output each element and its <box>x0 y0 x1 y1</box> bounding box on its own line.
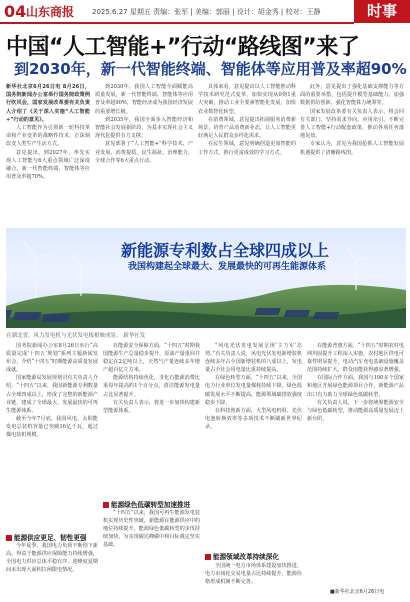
edition-meta: 2025.6.27 星期五 责编：张军 | 美编：郭丽 | 设计：胡金秀 | 校对：王静 <box>92 8 321 16</box>
masthead-bar <box>0 0 410 24</box>
banner-title: 新能源专利数占全球四成以上 <box>121 241 330 260</box>
lead-column-4 <box>300 83 404 225</box>
newspaper-name: 山东商报 <box>26 5 75 19</box>
section-marker-icon <box>103 502 109 508</box>
story-paragraph: 国家能源局发展规划司有关负责人介绍，“十四五”以来，我国新能源专利数量占全球四成以上，形成了完整的新能源产业链，建成了全球最大、发展最快的可再生能源体系。 <box>6 375 98 414</box>
story-paragraph: 国务院新闻办公室8月26日举行“高质量完成‘十四五’规划”系列主题新闻发布会，介绍“十四五”时期能源高质量发展成就。 <box>6 343 98 374</box>
lead-column-2 <box>95 83 193 225</box>
lead-column-3 <box>198 83 296 225</box>
section-heading: 能源供应更足、韧性更强 <box>6 532 87 542</box>
story-paragraph: 在国际合作方面，我国与100多个国家和地区开展绿色能源项目合作，新能源产品出口有力助力全球绿色低碳转型。 <box>307 375 404 398</box>
lead-paragraph: 到2035年，我国全面步入智能经济和智能社会发展新阶段，为基本实现社会主义现代化提供有力支撑。 <box>95 116 193 140</box>
section-body: “十四五”以来，我国可再生能源发电装机实现历史性突破，新能源在能源供应中的地位持续提升。能源绿色低碳转型的步伐持续加快，为实现碳达峰碳中和目标奠定坚实基础。 <box>103 510 200 549</box>
page-number: 04 <box>4 2 27 21</box>
lead-column-1 <box>6 83 90 225</box>
story-paragraph: 有关负责人说，下一步将统筹能源安全与绿色低碳转型，推动能源高质量发展迈上新台阶。 <box>307 399 404 422</box>
section-body: 今年夏季，我国电力负荷不断创下新高。得益于能源供应保障能力持续增强，全国电力供应总体平稳有序，迎峰度夏期间未出现大面积拉闸限电情况。 <box>6 543 98 574</box>
section-marker-icon <box>6 535 12 541</box>
photo-caption: 在湖北省，风力发电机与光伏发电板相映成景。 新华社发 <box>6 333 146 339</box>
page-title: 中国“人工智能+”行动“路线图”来了 <box>6 35 360 60</box>
feature-photo <box>6 228 406 328</box>
story-paragraph: 在科技创新方面，大型风电机组、光伏电池转换效率等多项技术不断刷新世界纪录。 <box>205 407 302 430</box>
lead-paragraph: 意见部署了“人工智能+”科学技术、产业发展、消费提质、民生福祉、治理能力、全球合作等6大重点行动。 <box>95 141 193 164</box>
page-subtitle: 到2030年，新一代智能终端、智能体等应用普及率超90% <box>14 60 407 78</box>
story-paragraph: 截至今年7月底，我国风电、太阳能发电总装机容量已突破16亿千瓦，超过煤电装机规模。 <box>6 415 98 439</box>
story-column-3 <box>205 342 302 547</box>
story-paragraph: 能源结构持续优化，非化石能源消费比重每年提高约1个百分点，清洁能源发电量占比显著提升。 <box>103 375 200 398</box>
section-heading: 能源领域改革持续深化 <box>205 551 279 561</box>
lead-paragraph: 国家发展改革委有关负责人表示，将会同有关部门，坚持需求导向、应用牵引，不断完善人工智能+行动配套政策，推动各项任务落地见效。 <box>300 108 404 140</box>
section-marker-icon <box>205 554 211 560</box>
story-paragraph: 在绿色转型方面，“十四五”以来，全国电力行业单位发电量煤耗持续下降，绿色低碳发展水平不断提高，能源领域碳排放强度稳步下降。 <box>205 375 302 406</box>
section-body: 全国统一电力市场体系建设加快推进，电力市场化交易电量占比持续提升，能源价格形成机制不断完善。 <box>205 563 302 586</box>
section-heading: 能源绿色低碳转型加速推进 <box>103 499 190 509</box>
dateline-signoff: ■新华社北京6月26日电 <box>330 589 385 595</box>
lead-paragraph: 人工智能作为引领新一轮科技革命和产业变革的战略性技术，正深刻改变人类生产生活方式。 <box>6 125 90 148</box>
lead-paragraph: 在消费领域，意见提出拓展服务消费新场景，培育产品消费新业态，让人工智能更好满足人民群众多样化需求。 <box>198 116 296 140</box>
header-rule <box>0 22 354 24</box>
lead-paragraph: 新华社北京6月26日电 8月26日，国务院新闻办公室举行国务院政策例行吹风会，国家发展改革委有关负责人介绍了《关于深入实施“人工智能+”行动的意见》。 <box>6 84 90 123</box>
story-paragraph: 在能源普惠方面，“十四五”时期农村电网巩固提升工程深入实施，农村地区供电可靠性明显提升，电动汽车充电基础设施覆盖范围持续扩大，群众用能获得感显著增强。 <box>307 343 404 374</box>
story-column-1 <box>6 342 98 532</box>
section-label: 时事 <box>354 0 410 23</box>
lead-paragraph: 此外，意见提出了强化基础支撑能力等方面的重要举措，包括提升模型基础能力、加强数据供给创新、强化智能算力统筹等。 <box>300 84 404 107</box>
lead-paragraph: 意见提出，到2027年，率先实现人工智能与6大重点领域广泛深度融合，新一代智能终端、智能体等应用普及率超70%。 <box>6 149 90 181</box>
lead-paragraph: 具体来看，意见提出以人工智能推动科学技术研究范式变革，加快实现从0到1重大突破，推动工业全要素智能化发展，加快农业数智化转型。 <box>198 84 296 115</box>
banner-subtitle: 我国构建起全球最大、发展最快的可再生能源体系 <box>128 262 327 272</box>
story-column-4 <box>307 342 404 582</box>
story-column-2 <box>103 342 200 497</box>
lead-paragraph: 到2030年，我国人工智能全面赋能高质量发展，新一代智能终端、智能体等应用普及率超90%，智能经济成为我国经济发展的重要增长极。 <box>95 84 193 115</box>
lead-paragraph: 在民生领域，意见明确创造更加智能的工作方式、推行更富成效的学习方式。 <box>198 141 296 156</box>
story-paragraph: 在能源安全保障方面，“十四五”时期我国能源生产总量稳步提升，原油产量重回并稳定在2亿吨以上，天然气产量连续多年增产超百亿立方米。 <box>103 343 200 374</box>
lead-paragraph: 专家认为，意见为我国抢抓人工智能发展机遇提供了清晰路线图。 <box>300 141 404 156</box>
story-paragraph: “风电光伏发电发展呈现‘主力军’态势。”有关负责人说，风电光伏发电新增装机连续多年占全国新增装机的八成以上，发电量占全社会用电量比重持续提高。 <box>205 343 302 374</box>
story-paragraph: 有关负责人表示，将进一步加快构建新型能源体系。 <box>103 399 200 414</box>
